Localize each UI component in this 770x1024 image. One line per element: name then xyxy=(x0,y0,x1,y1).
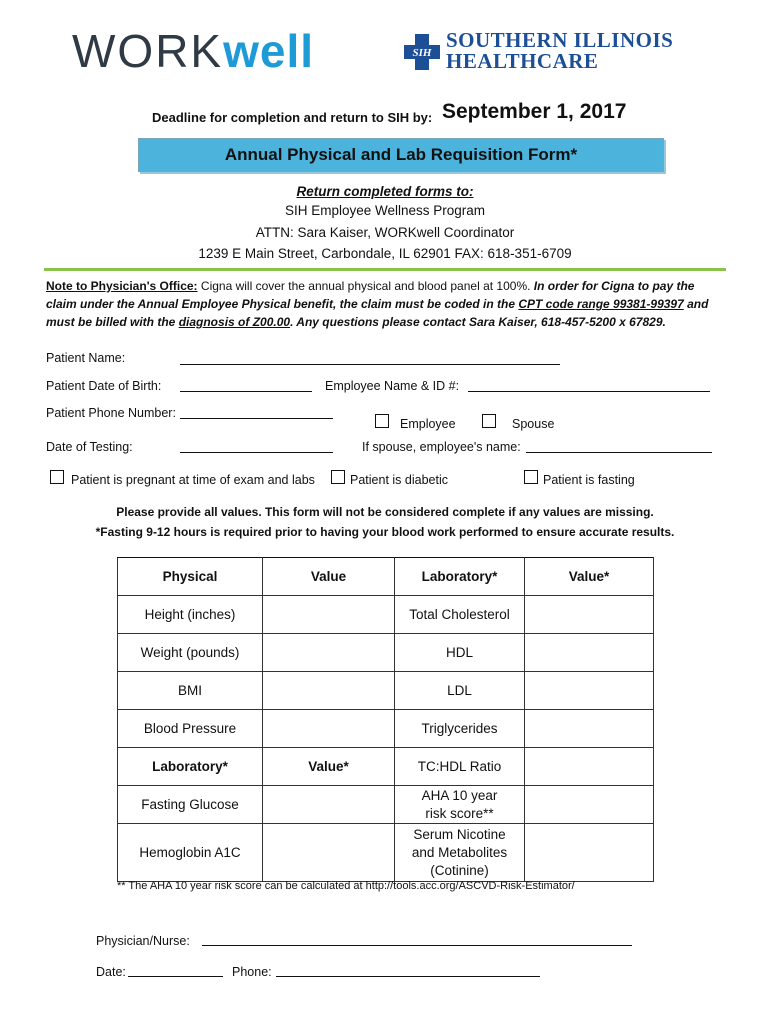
note-cpt: CPT code range 99381-99397 xyxy=(518,297,684,311)
table-row xyxy=(118,786,654,824)
table-row xyxy=(118,672,654,710)
value-cell[interactable] xyxy=(263,672,395,710)
employee-checkbox[interactable] xyxy=(375,414,389,428)
value-cell[interactable] xyxy=(525,634,654,672)
row-label: Fasting Glucose xyxy=(118,786,263,824)
spouse-checkbox[interactable] xyxy=(482,414,496,428)
spouse-name-field[interactable] xyxy=(526,452,712,453)
table-row xyxy=(118,634,654,672)
spouse-name-label: If spouse, employee's name: xyxy=(362,440,521,454)
form-title-banner xyxy=(138,138,664,172)
instruction-line1: Please provide all values. This form will not be considered complete if any values are missing. xyxy=(116,505,654,519)
return-line2: ATTN: Sara Kaiser, WORKwell Coordinator xyxy=(255,225,515,240)
value-cell[interactable] xyxy=(525,748,654,786)
row-label: Serum Nicotine and Metabolites (Cotinine) xyxy=(395,824,525,882)
workwell-logo xyxy=(72,25,315,77)
deadline-date: September 1, 2017 xyxy=(442,100,627,123)
return-line1: SIH Employee Wellness Program xyxy=(284,203,486,218)
fasting-label: Patient is fasting xyxy=(543,473,635,487)
value-cell[interactable] xyxy=(263,824,395,882)
employee-label: Employee xyxy=(400,417,456,431)
logo-well-text: well xyxy=(223,25,315,77)
diabetic-label: Patient is diabetic xyxy=(350,473,448,487)
row-label: TC:HDL Ratio xyxy=(395,748,525,786)
subheader-value: Value* xyxy=(263,748,395,786)
return-line3: 1239 E Main Street, Carbondale, IL 62901 FAX: 618-351-6709 xyxy=(198,246,572,261)
value-cell[interactable] xyxy=(525,672,654,710)
pregnant-checkbox[interactable] xyxy=(50,470,64,484)
sih-cross-icon xyxy=(402,32,442,72)
sih-logo-line2: HEALTHCARE xyxy=(446,49,599,73)
dob-label: Patient Date of Birth: xyxy=(46,379,162,393)
sih-mark-text: SIH xyxy=(412,47,432,59)
phone-signoff-field[interactable] xyxy=(276,976,540,977)
table-row xyxy=(118,596,654,634)
patient-name-label: Patient Name: xyxy=(46,351,126,365)
row-label: Height (inches) xyxy=(118,596,263,634)
note-bold3: . Any questions please contact Sara Kaiser, 618-457-5200 x 67829. xyxy=(290,315,666,329)
diabetic-checkbox[interactable] xyxy=(331,470,345,484)
date-label: Date: xyxy=(96,965,126,979)
form-title: Annual Physical and Lab Requisition Form* xyxy=(224,145,578,164)
note-bold2: and must be billed with the xyxy=(46,297,709,329)
phone-field[interactable] xyxy=(180,418,333,419)
divider xyxy=(44,268,726,271)
row-label: Blood Pressure xyxy=(118,710,263,748)
spouse-label: Spouse xyxy=(512,417,555,431)
note-label: Note to Physician's Office: xyxy=(46,279,198,293)
header-laboratory: Laboratory* xyxy=(395,558,525,596)
value-cell[interactable] xyxy=(263,786,395,824)
note-text1: Cigna will cover the annual physical and blood panel at 100%. xyxy=(197,279,534,293)
value-cell[interactable] xyxy=(525,824,654,882)
fasting-checkbox[interactable] xyxy=(524,470,538,484)
return-heading: Return completed forms to: xyxy=(296,184,474,199)
table-row xyxy=(118,748,654,786)
header-lab-value: Value* xyxy=(525,558,654,596)
note-diagnosis: diagnosis of Z00.00 xyxy=(178,315,291,329)
instruction-line2: *Fasting 9-12 hours is required prior to having your blood work performed to ensure accurate results. xyxy=(95,525,675,539)
date-testing-field[interactable] xyxy=(180,452,333,453)
physician-note xyxy=(46,277,726,331)
physician-label: Physician/Nurse: xyxy=(96,934,190,948)
phone-signoff-label: Phone: xyxy=(232,965,272,979)
deadline-label: Deadline for completion and return to SIH by: xyxy=(152,110,433,125)
header-value: Value xyxy=(263,558,395,596)
note-bold1: In order for Cigna to pay the claim under the Annual Employee Physical benefit, the claim must be coded in the xyxy=(46,279,695,311)
date-testing-label: Date of Testing: xyxy=(46,440,133,454)
results-table xyxy=(117,557,654,882)
dob-field[interactable] xyxy=(180,391,312,392)
table-row xyxy=(118,710,654,748)
sih-logo-line1: SOUTHERN ILLINOIS xyxy=(446,28,674,52)
table-row xyxy=(118,824,654,882)
row-label: Weight (pounds) xyxy=(118,634,263,672)
employee-name-id-field[interactable] xyxy=(468,391,710,392)
patient-name-field[interactable] xyxy=(180,364,560,365)
employee-name-id-label: Employee Name & ID #: xyxy=(325,379,460,393)
header-physical: Physical xyxy=(118,558,263,596)
value-cell[interactable] xyxy=(263,596,395,634)
value-cell[interactable] xyxy=(263,634,395,672)
value-cell[interactable] xyxy=(525,596,654,634)
physician-field[interactable] xyxy=(202,945,632,946)
row-label: LDL xyxy=(395,672,525,710)
date-field[interactable] xyxy=(128,976,223,977)
pregnant-label: Patient is pregnant at time of exam and labs xyxy=(71,473,315,487)
subheader-laboratory: Laboratory* xyxy=(118,748,263,786)
table-header-row xyxy=(118,558,654,596)
sih-logo-text xyxy=(446,30,673,72)
row-label: Total Cholesterol xyxy=(395,596,525,634)
phone-label: Patient Phone Number: xyxy=(46,406,176,420)
value-cell[interactable] xyxy=(525,710,654,748)
row-label: Triglycerides xyxy=(395,710,525,748)
logo-work-text: WORK xyxy=(72,25,224,77)
row-label: BMI xyxy=(118,672,263,710)
aha-footnote: ** The AHA 10 year risk score can be calculated at http://tools.acc.org/ASCVD-Risk-Estimator/ xyxy=(117,880,575,892)
value-cell[interactable] xyxy=(525,786,654,824)
row-label: Hemoglobin A1C xyxy=(118,824,263,882)
row-label: HDL xyxy=(395,634,525,672)
value-cell[interactable] xyxy=(263,710,395,748)
row-label: AHA 10 year risk score** xyxy=(395,786,525,824)
